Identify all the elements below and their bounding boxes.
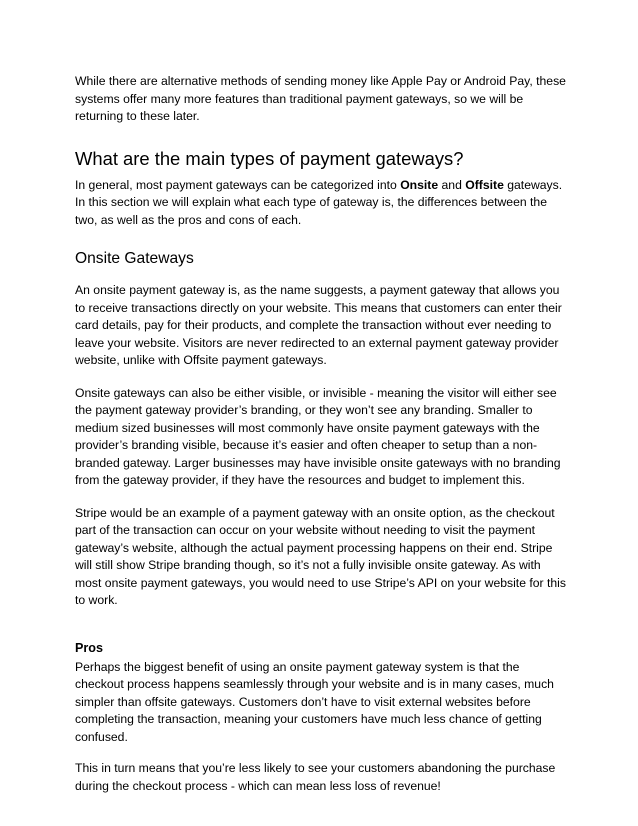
onsite-paragraph-1: An onsite payment gateway is, as the name suggests, a payment gateway that allows you to receive transactions directly on your website. This means that customers can enter their card details, pay for their products, and complete the transaction without ever needing to leave your website. Visitors are never redirected to an external payment gateway provider website, unlike with Offsite payment gateways.	[75, 283, 562, 367]
onsite-paragraph-2: Onsite gateways can also be either visible, or invisible - meaning the visitor will either see the payment gateway provider’s branding, or they won’t see any branding. Smaller to medium sized businesses will most commonly have onsite payment gateways with the provider’s branding visible, because it’s easier and often cheaper to setup than a non-branded gateway. Larger businesses may have invisible onsite gateways with no branding from the gateway provider, if they have the resources and budget to implement this.	[75, 385, 561, 487]
main-types-text-2: and	[438, 177, 466, 192]
main-types-text-1: In general, most payment gateways can be categorized into	[75, 177, 401, 192]
pros-heading: Pros	[75, 640, 103, 655]
pros-paragraph-1: Perhaps the biggest benefit of using an onsite payment gateway system is that the checkout process happens seamlessly through your website and is in many cases, much simpler than offsite gateways. Customers don’t have to visit external websites before completing the transaction, meaning your customers have much less chance of getting confused.	[75, 659, 554, 744]
main-types-paragraph	[75, 177, 567, 230]
document-body	[75, 73, 567, 795]
pros-paragraph-2: This in turn means that you’re less likely to see your customers abandoning the purchase during the checkout process - which can mean less loss of revenue!	[75, 761, 556, 793]
onsite-paragraph-3: Stripe would be an example of a payment gateway with an onsite option, as the checkout part of the transaction can occur on your website without needing to visit the payment gateway’s website, although the actual payment processing happens on their end. Stripe will still show Stripe branding though, so it’s not a fully invisible onsite gateway. As with most onsite payment gateways, you would need to use Stripe’s API on your website for this to work.	[75, 505, 566, 607]
intro-paragraph: While there are alternative methods of sending money like Apple Pay or Android Pay, these systems offer many more features than traditional payment gateways, so we will be returning to these later.	[75, 74, 566, 123]
main-types-heading: What are the main types of payment gateways?	[75, 147, 464, 169]
offsite-term: Offsite	[465, 177, 504, 192]
onsite-term: Onsite	[400, 177, 439, 192]
onsite-gateways-heading: Onsite Gateways	[75, 250, 194, 267]
main-types-text-3: gateways. In this section we will explain what each type of gateway is, the differences between the two, as well as the pros and cons of each.	[75, 177, 563, 227]
